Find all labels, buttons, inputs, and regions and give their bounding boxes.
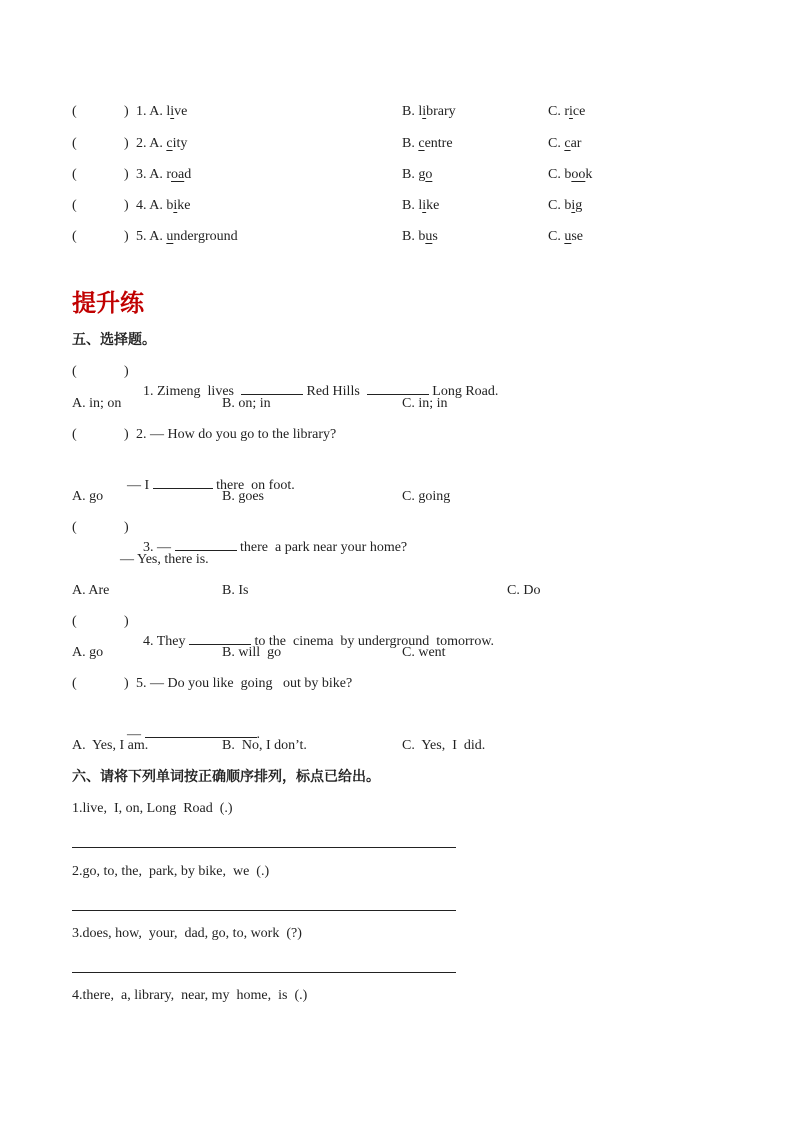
paren-right: ) <box>124 229 129 244</box>
option-c[interactable]: C. going <box>402 489 451 504</box>
phonics-option-a[interactable]: 5. A. underground <box>136 229 238 244</box>
underlined-letters: c <box>418 136 425 151</box>
phonics-option-a[interactable]: 2. A. city <box>136 136 188 151</box>
reorder-item: 2.go, to, the, park, by bike, we (.) <box>72 864 270 879</box>
reorder-item: 3.does, how, your, dad, go, to, work (?) <box>72 926 302 941</box>
answer-blank[interactable] <box>241 381 303 395</box>
section-title: 提升练 <box>72 289 144 317</box>
underlined-letters: i <box>422 198 427 213</box>
paren-left: ( <box>72 136 77 151</box>
option-c[interactable]: C. went <box>402 645 446 660</box>
q3-stem: 3. — <box>143 540 171 555</box>
underlined-letters: o <box>425 167 433 182</box>
paren-right: ) <box>124 104 129 119</box>
phonics-option-c[interactable]: C. rice <box>548 104 586 119</box>
option-c[interactable]: C. Do <box>507 583 541 598</box>
answer-blank[interactable] <box>145 724 257 738</box>
answer-blank[interactable] <box>175 537 237 551</box>
phonics-option-a[interactable]: 1. A. live <box>136 104 188 119</box>
underlined-letters: i <box>173 198 178 213</box>
answer-line[interactable] <box>72 972 456 973</box>
answer-line[interactable] <box>72 910 456 911</box>
paren-right: ) <box>124 364 129 379</box>
q1-mid: Red Hills <box>306 384 360 399</box>
option-b[interactable]: B. on; in <box>222 396 271 411</box>
paren-right: ) <box>124 427 129 442</box>
phonics-option-a[interactable]: 4. A. bike <box>136 198 191 213</box>
underlined-letters: i <box>569 104 573 119</box>
phonics-option-b[interactable]: B. like <box>402 198 440 213</box>
paren-left: ( <box>72 427 77 442</box>
underlined-letters: i <box>571 198 576 213</box>
reorder-item: 4.there, a, library, near, my home, is (.) <box>72 988 308 1003</box>
underlined-letters: c <box>166 136 173 151</box>
answer-blank[interactable] <box>153 475 213 489</box>
underlined-letters: u <box>166 229 174 244</box>
paren-right: ) <box>124 676 129 691</box>
part6-heading: 六、请将下列单词按正确顺序排列，标点已给出。 <box>72 769 380 785</box>
phonics-option-c[interactable]: C. book <box>548 167 593 182</box>
option-b[interactable]: B. Is <box>222 583 249 598</box>
paren-left: ( <box>72 520 77 535</box>
phonics-option-b[interactable]: B. go <box>402 167 433 182</box>
paren-right: ) <box>124 198 129 213</box>
option-c[interactable]: C. Yes, I did. <box>402 738 486 753</box>
q2-rest: there on foot. <box>216 478 295 493</box>
phonics-option-b[interactable]: B. centre <box>402 136 453 151</box>
paren-left: ( <box>72 104 77 119</box>
option-a[interactable]: A. go <box>72 489 104 504</box>
paren-left: ( <box>72 614 77 629</box>
answer-line[interactable] <box>72 847 456 848</box>
underlined-letters: i <box>422 104 427 119</box>
q1-end: Long Road. <box>432 384 499 399</box>
paren-left: ( <box>72 167 77 182</box>
q3-line2: — Yes, there is. <box>120 552 209 567</box>
part5-heading: 五、选择题。 <box>72 332 156 348</box>
paren-left: ( <box>72 676 77 691</box>
option-b[interactable]: B. will go <box>222 645 282 660</box>
q4-stem: 4. They <box>143 634 186 649</box>
paren-right: ) <box>124 136 129 151</box>
underlined-letters: c <box>564 136 571 151</box>
q5-period: . <box>256 727 260 742</box>
option-a[interactable]: A. go <box>72 645 104 660</box>
underlined-letters: i <box>170 104 175 119</box>
paren-left: ( <box>72 364 77 379</box>
option-c[interactable]: C. in; in <box>402 396 448 411</box>
q5-stem: 5. — Do you like going out by bike? <box>136 676 353 691</box>
underlined-letters: u <box>564 229 572 244</box>
phonics-option-b[interactable]: B. library <box>402 104 456 119</box>
q4-end: to the cinema by underground tomorrow. <box>254 634 495 649</box>
paren-right: ) <box>124 520 129 535</box>
underlined-letters: u <box>425 229 433 244</box>
underlined-letters: oa <box>171 167 185 182</box>
option-a[interactable]: A. in; on <box>72 396 122 411</box>
reorder-item: 1.live, I, on, Long Road (.) <box>72 801 233 816</box>
option-b[interactable]: B. goes <box>222 489 264 504</box>
answer-blank[interactable] <box>189 631 251 645</box>
underlined-letters: oo <box>571 167 586 182</box>
q2-dash: — I <box>127 478 150 493</box>
option-b[interactable]: B. No, I don’t. <box>222 738 307 753</box>
q1-stem: 1. Zimeng lives <box>143 384 234 399</box>
answer-blank[interactable] <box>367 381 429 395</box>
phonics-option-b[interactable]: B. bus <box>402 229 438 244</box>
paren-left: ( <box>72 229 77 244</box>
q2-stem: 2. — How do you go to the library? <box>136 427 337 442</box>
phonics-option-c[interactable]: C. big <box>548 198 583 213</box>
q5-dash: — <box>127 727 141 742</box>
q3-end: there a park near your home? <box>240 540 408 555</box>
option-a[interactable]: A. Are <box>72 583 110 598</box>
paren-right: ) <box>124 614 129 629</box>
paren-left: ( <box>72 198 77 213</box>
option-a[interactable]: A. Yes, I am. <box>72 738 149 753</box>
paren-right: ) <box>124 167 129 182</box>
phonics-option-c[interactable]: C. use <box>548 229 584 244</box>
phonics-option-a[interactable]: 3. A. road <box>136 167 192 182</box>
phonics-option-c[interactable]: C. car <box>548 136 582 151</box>
q2-line2 <box>120 457 295 495</box>
